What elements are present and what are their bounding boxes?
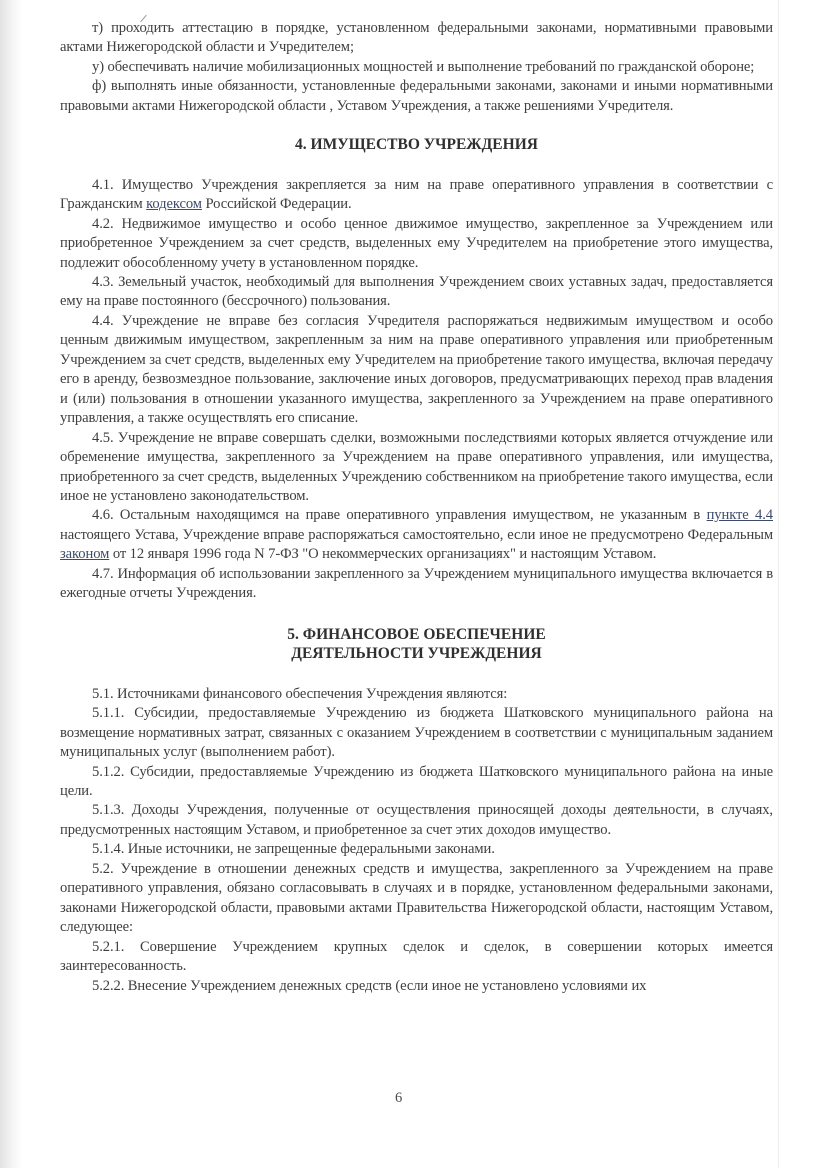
section-5-title <box>60 625 773 664</box>
clause-5-1-2: 5.1.2. Субсидии, предоставляемые Учреждению из бюджета Шатковского муниципального района на иные цели. <box>60 763 773 799</box>
clause-5-1-3: 5.1.3. Доходы Учреждения, полученные от осуществления приносящей доходы деятельности, в случаях, предусмотренных настоящим Уставом, и приобретенное за счет этих доходов имущество. <box>60 802 773 838</box>
page-number: 6 <box>395 1090 403 1106</box>
clause-5-1-1: 5.1.1. Субсидии, предоставляемые Учреждению из бюджета Шатковского муниципального района на возмещение нормативных затрат, связанных с оказанием Учреждением в соответствии с муниципальным заданием муниципальных услуг (выполнением работ). <box>60 705 773 761</box>
clause-4-4-link[interactable]: пункте 4.4 <box>706 507 773 524</box>
clause-4-6 <box>60 506 773 564</box>
clause-4-6-text-b: настоящего Устава, Учреждение вправе распоряжаться самостоятельно, если иное не предусмотрено Федеральным <box>60 526 773 543</box>
section-4-title: 4. ИМУЩЕСТВО УЧРЕЖДЕНИЯ <box>295 136 538 154</box>
section-5-title-line-2: ДЕЯТЕЛЬНОСТИ УЧРЕЖДЕНИЯ <box>291 645 542 663</box>
clause-4-5: 4.5. Учреждение не вправе совершать сделки, возможными последствиями которых является отчуждение или обременение имущества, закрепленного за Учреждением на праве оперативного управления, или имущества, приобретенного за счет средств, выделенных Учреждению собственником на приобретение такого имущества, если иное не установлено законодательством. <box>60 429 773 505</box>
list-item-t: т) проходить аттестацию в порядке, установленном федеральными законами, нормативными правовыми актами Нижегородской области и Учредителем; <box>60 20 773 56</box>
clause-4-6-text-a: 4.6. Остальным находящимся на праве оперативного управления имуществом, не указанным в <box>92 507 707 524</box>
clause-4-1-text-a: 4.1. Имущество Учреждения закрепляется за ним на праве оперативного управления в соответствии с Гражданским <box>60 176 773 213</box>
document-body <box>60 12 773 996</box>
clause-5-2-2: 5.2.2. Внесение Учреждением денежных средств (если иное не установлено условиями их <box>92 977 647 994</box>
list-item-u: у) обеспечивать наличие мобилизационных мощностей и выполнение требований по гражданской обороне; <box>92 58 755 75</box>
clause-4-1-text-b: Российской Федерации. <box>201 196 352 213</box>
clause-4-7: 4.7. Информация об использовании закрепленного за Учреждением муниципального имущества включается в ежегодные отчеты Учреждения. <box>60 565 773 602</box>
clause-5-1: 5.1. Источниками финансового обеспечения Учреждения являются: <box>92 685 508 702</box>
civil-code-link[interactable]: кодексом <box>146 196 202 213</box>
clause-5-2-1: 5.2.1. Совершение Учреждением крупных сделок и сделок, в совершении которых имеется заинтересованность. <box>60 938 773 975</box>
scan-page-edge <box>778 0 779 1168</box>
clause-5-1-4: 5.1.4. Иные источники, не запрещенные федеральными законами. <box>92 841 495 858</box>
scan-left-shadow <box>0 0 22 1168</box>
clause-4-2: 4.2. Недвижимое имущество и особо ценное движимое имущество, закрепленное за Учреждением или приобретенное Учреждением за счет средств, выделенных ему Учредителем на приобретение этого имущества, подлежит обособленному учету в установленном порядке. <box>60 215 773 271</box>
clause-5-2: 5.2. Учреждение в отношении денежных средств и имущества, закрепленного за Учреждением на праве оперативного управления, обязано согласовывать в случаях и в порядке, установленном федеральными законами, законами Нижегородской области, правовыми актами Правительства Нижегородской области, настоящим Уставом, следующее: <box>60 860 773 936</box>
clause-4-1 <box>60 176 773 215</box>
clause-4-3: 4.3. Земельный участок, необходимый для выполнения Учреждением своих уставных задач, предоставляется ему на праве постоянного (бессрочного) пользования. <box>60 274 773 310</box>
section-5-title-line-1: 5. ФИНАНСОВОЕ ОБЕСПЕЧЕНИЕ <box>287 625 546 643</box>
federal-law-link[interactable]: законом <box>60 546 110 563</box>
list-item-f: ф) выполнять иные обязанности, установленные федеральными законами, законами и иными нормативными правовыми актами Нижегородской области , Уставом Учреждения, а также решениями Учредителя. <box>60 78 773 114</box>
clause-4-4: 4.4. Учреждение не вправе без согласия Учредителя распоряжаться недвижимым имуществом и особо ценным движимым имуществом, закрепленным за ним на праве оперативного управления или приобретенным Учреждением за счет средств, выделенных ему Учредителем на приобретение такого имущества, включая передачу его в аренду, безвозмездное пользование, заключение иных договоров, предусматривающих переход прав владения и (или) пользования в отношении указанного имущества, закрепленного за Учреждением на праве оперативного управления, а также осуществлять его списание. <box>60 312 773 427</box>
clause-4-6-text-c: от 12 января 1996 года N 7-ФЗ "О некоммерческих организациях" и настоящим Уставом. <box>109 546 657 563</box>
